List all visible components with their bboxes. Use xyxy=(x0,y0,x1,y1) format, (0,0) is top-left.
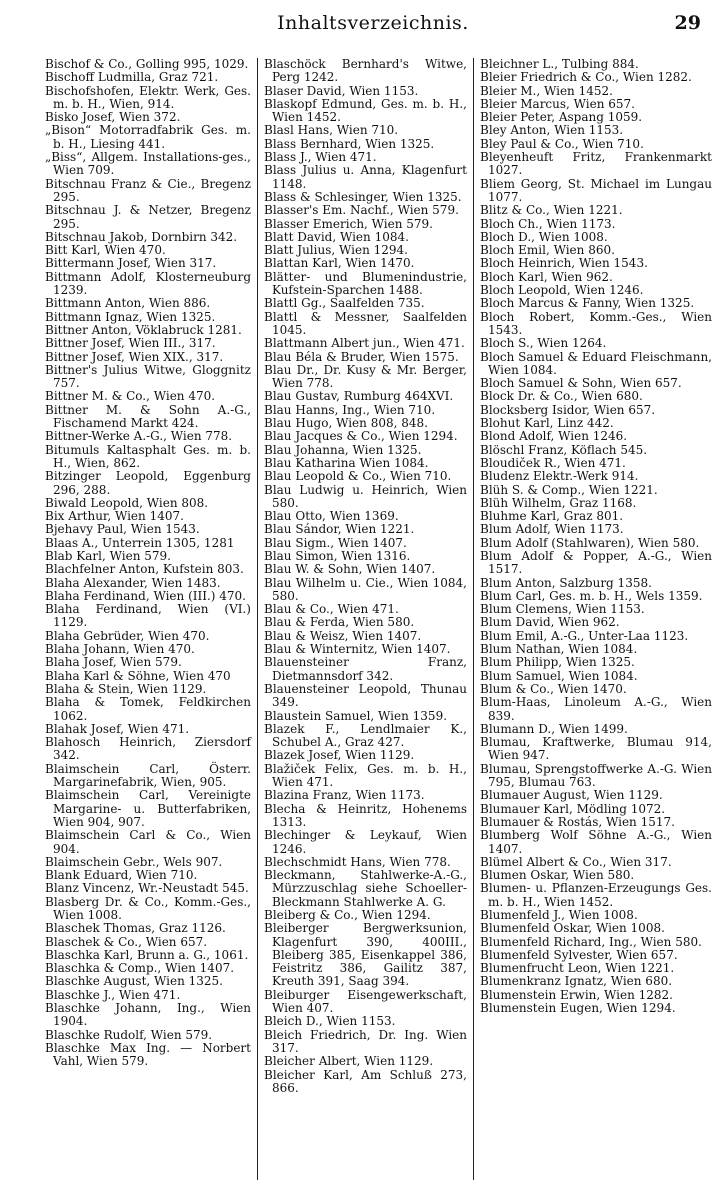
index-entry: Blau Otto, Wien 1369. xyxy=(264,509,399,524)
index-column-2 xyxy=(258,58,474,1180)
index-entry: Blau Hanns, Ing., Wien 710. xyxy=(264,402,436,417)
index-entry: Blau & Co., Wien 471. xyxy=(264,602,399,617)
index-entry: Blaha Josef, Wien 579. xyxy=(45,655,182,670)
index-entry: Blaimschein Carl, Vereinigte Margarine- u. Butterfabriken, Wien 904, 907. xyxy=(45,788,251,829)
index-entry: Blumen Oskar, Wien 580. xyxy=(480,868,635,883)
index-entry: Blass Bernhard, Wien 1325. xyxy=(264,136,435,151)
index-entry: Blum Carl, Ges. m. b. H., Wels 1359. xyxy=(480,588,703,603)
index-entry: Bitschnau J. & Netzer, Bregenz 295. xyxy=(45,203,251,231)
index-entry: Blum-Haas, Linoleum A.-G., Wien 839. xyxy=(480,695,712,723)
index-entry: Bleier M., Wien 1452. xyxy=(480,83,613,98)
index-entry: Blohut Karl, Linz 442. xyxy=(480,416,614,431)
index-entry: Blasser Emerich, Wien 579. xyxy=(264,216,433,231)
index-entry: Bleicher Albert, Wien 1129. xyxy=(264,1054,434,1069)
index-entry: Blumenstein Eugen, Wien 1294. xyxy=(480,1001,676,1016)
index-entry: Blau Leopold & Co., Wien 710. xyxy=(264,469,452,484)
index-entry: Blau Sigm., Wien 1407. xyxy=(264,535,407,550)
index-entry: Bloch Ch., Wien 1173. xyxy=(480,216,616,231)
index-entry: Bittner M. & Sohn A.-G., Fischamend Markt 424. xyxy=(45,402,251,431)
index-entry: Blumenfeld Richard, Ing., Wien 580. xyxy=(480,934,702,949)
index-entry: Bischoff Ludmilla, Graz 721. xyxy=(45,70,219,85)
index-entry: Blau Jacques & Co., Wien 1294. xyxy=(264,429,458,444)
index-entry: Blaschke August, Wien 1325. xyxy=(45,974,223,989)
index-entry: Bleier Peter, Aspang 1059. xyxy=(480,110,643,125)
index-entry: Bittner-Werke A.-G., Wien 778. xyxy=(45,429,233,444)
index-entry: Blaha Johann, Wien 470. xyxy=(45,642,195,657)
index-entry: Bittmann Ignaz, Wien 1325. xyxy=(45,309,216,324)
index-entry: Blumauer Karl, Mödling 1072. xyxy=(480,801,666,816)
index-entry: Blümel Albert & Co., Wien 317. xyxy=(480,854,672,869)
index-entry: Blaimschein Gebr., Wels 907. xyxy=(45,854,223,869)
index-entry: Bittner's Julius Witwe, Gloggnitz 757. xyxy=(45,362,251,391)
index-entry: Blöschl Franz, Köflach 545. xyxy=(480,442,648,457)
index-entry: Blau & Weisz, Wien 1407. xyxy=(264,628,422,643)
page-number: 29 xyxy=(674,12,701,34)
index-entry: Bittner Anton, Vöklabruck 1281. xyxy=(45,322,242,337)
index-entry: Blumau, Sprengstoffwerke A.-G. Wien 795, Blumau 763. xyxy=(480,761,712,790)
index-entry: Bleich D., Wien 1153. xyxy=(264,1014,396,1029)
index-entry: Bittner Josef, Wien XIX., 317. xyxy=(45,349,224,364)
index-entry: Blecha & Heinritz, Hohenems 1313. xyxy=(264,801,467,829)
index-entry: Blatt David, Wien 1084. xyxy=(264,229,409,244)
index-entry: Bleicher Karl, Am Schluß 273, 866. xyxy=(264,1067,467,1095)
index-entry: Blatt Julius, Wien 1294. xyxy=(264,243,408,258)
index-entry: Bley Anton, Wien 1153. xyxy=(480,123,624,138)
index-entry: Blum Samuel, Wien 1084. xyxy=(480,668,638,683)
index-entry: Blasberg Dr. & Co., Komm.-Ges., Wien 1008. xyxy=(45,894,251,922)
index-entry: Blass & Schlesinger, Wien 1325. xyxy=(264,189,462,204)
index-entry: Blazina Franz, Wien 1173. xyxy=(264,788,425,803)
index-entry: Bischof & Co., Golling 995, 1029. xyxy=(45,58,249,71)
index-entry: Bitt Karl, Wien 470. xyxy=(45,243,166,258)
index-entry: Blattan Karl, Wien 1470. xyxy=(264,256,415,271)
index-entry: Bittmann Anton, Wien 886. xyxy=(45,296,211,311)
index-entry: Blau Gustav, Rumburg 464XVI. xyxy=(264,389,454,404)
index-entry: Blaha Gebrüder, Wien 470. xyxy=(45,628,210,643)
index-entry: Blau Simon, Wien 1316. xyxy=(264,548,411,563)
index-entry: Blaschke Johann, Ing., Wien 1904. xyxy=(45,1001,251,1029)
index-entry: Blahak Josef, Wien 471. xyxy=(45,721,190,736)
index-entry: Bisko Josef, Wien 372. xyxy=(45,110,181,125)
index-entry: Blaas A., Unterrein 1305, 1281 xyxy=(45,535,235,550)
index-entry: Bix Arthur, Wien 1407. xyxy=(45,509,184,524)
index-entry: Blum Adolf (Stahlwaren), Wien 580. xyxy=(480,535,700,550)
index-entry: Blau Katharina Wien 1084. xyxy=(264,455,429,470)
index-entry: Blau Sándor, Wien 1221. xyxy=(264,522,415,537)
index-entry: Bleich Friedrich, Dr. Ing. Wien 317. xyxy=(264,1027,467,1055)
index-entry: Blaha Karl & Söhne, Wien 470 xyxy=(45,668,231,683)
index-entry: Blumenfrucht Leon, Wien 1221. xyxy=(480,961,675,976)
index-entry: Bittermann Josef, Wien 317. xyxy=(45,256,217,271)
index-entry: Bloch D., Wien 1008. xyxy=(480,229,608,244)
index-entry: Bleier Marcus, Wien 657. xyxy=(480,96,635,111)
index-entry: Bley Paul & Co., Wien 710. xyxy=(480,136,644,151)
index-entry: Blattmann Albert jun., Wien 471. xyxy=(264,336,465,351)
index-entry: Blanz Vincenz, Wr.-Neustadt 545. xyxy=(45,881,249,896)
index-entry: „Biss“, Allgem. Installations-ges., Wien 709. xyxy=(45,150,251,178)
index-entry: Blattl Gg., Saalfelden 735. xyxy=(264,296,425,311)
index-entry: Bitumuls Kaltasphalt Ges. m. b. H., Wien, 862. xyxy=(45,442,251,470)
index-entry: Blumen- u. Pflanzen-Erzeugungs Ges. m. b. H., Wien 1452. xyxy=(480,881,712,909)
index-entry: Blaser David, Wien 1153. xyxy=(264,83,419,98)
page-header xyxy=(45,12,701,42)
index-entry: Blaschka Karl, Brunn a. G., 1061. xyxy=(45,947,249,962)
index-entry: Blumenfeld J., Wien 1008. xyxy=(480,908,638,922)
index-entry: Blechschmidt Hans, Wien 778. xyxy=(264,854,451,869)
index-entry: Blau Johanna, Wien 1325. xyxy=(264,442,422,457)
index-entry: Blazek F., Lendlmaier K., Schubel A., Graz 427. xyxy=(264,721,467,750)
index-entry: Blocksberg Isidor, Wien 657. xyxy=(480,402,656,417)
index-entry: Bloch Marcus & Fanny, Wien 1325. xyxy=(480,296,695,311)
index-entry: Bloch Heinrich, Wien 1543. xyxy=(480,256,648,271)
index-entry: Bischofshofen, Elektr. Werk, Ges. m. b. H., Wien, 914. xyxy=(45,83,251,111)
index-column-1 xyxy=(45,58,258,1180)
index-entry: Blätter- und Blumenindustrie, Kufstein-Sparchen 1488. xyxy=(264,269,467,298)
index-entry: Blumau, Kraftwerke, Blumau 914, Wien 947. xyxy=(480,735,712,763)
index-entry: Bloch S., Wien 1264. xyxy=(480,336,607,351)
index-entry: Block Dr. & Co., Wien 680. xyxy=(480,389,643,404)
index-entry: Blitz & Co., Wien 1221. xyxy=(480,203,623,218)
index-entry: Bloch Samuel & Sohn, Wien 657. xyxy=(480,376,682,391)
index-entry: Blum Adolf & Popper, A.-G., Wien 1517. xyxy=(480,548,712,577)
index-entry: Bitschnau Jakob, Dornbirn 342. xyxy=(45,229,238,244)
index-entry: Blau & Ferda, Wien 580. xyxy=(264,615,415,630)
index-entry: Blumann D., Wien 1499. xyxy=(480,721,628,736)
index-entry: Blab Karl, Wien 579. xyxy=(45,548,171,563)
index-entry: Blum Clemens, Wien 1153. xyxy=(480,602,645,617)
index-entry: Blank Eduard, Wien 710. xyxy=(45,868,198,883)
index-entry: Bittmann Adolf, Klosterneuburg 1239. xyxy=(45,269,251,298)
index-entry: Bittner Josef, Wien III., 317. xyxy=(45,336,216,351)
index-entry: Bloudiček R., Wien 471. xyxy=(480,455,626,470)
index-entry: Blond Adolf, Wien 1246. xyxy=(480,429,628,444)
index-entry: Bluhme Karl, Graz 801. xyxy=(480,509,624,524)
index-entry: Blaschek Thomas, Graz 1126. xyxy=(45,921,226,936)
index-entry: Blaha & Tomek, Feldkirchen 1062. xyxy=(45,695,251,723)
index-entry: Blum David, Wien 962. xyxy=(480,615,620,630)
index-entry: Bloch Karl, Wien 962. xyxy=(480,269,613,284)
index-entry: Blumberg Wolf Söhne A.-G., Wien 1407. xyxy=(480,828,712,856)
index-entry: Bloch Samuel & Eduard Fleischmann, Wien 1084. xyxy=(480,349,712,377)
index-entry: Bludenz Elektr.-Werk 914. xyxy=(480,469,639,484)
index-entry: Blahosch Heinrich, Ziersdorf 342. xyxy=(45,735,251,763)
index-entry: Biwald Leopold, Wien 808. xyxy=(45,495,209,510)
index-entry: Blaha Ferdinand, Wien (VI.) 1129. xyxy=(45,602,251,630)
index-entry: Blažiček Felix, Ges. m. b. H., Wien 471. xyxy=(264,761,467,790)
index-entry: Bleckmann, Stahlwerke-A.-G., Mürzzuschlag siehe Schoeller-Bleckmann Stahlwerke A. G. xyxy=(264,868,467,909)
index-entry: Blaha Ferdinand, Wien (III.) 470. xyxy=(45,588,246,603)
index-entry: Blass Julius u. Anna, Klagenfurt 1148. xyxy=(264,163,467,191)
index-entry: Bleiberger Bergwerksunion, Klagenfurt 390, 400III., Bleiberg 385, Eisenkappel 386, Feistritz 386, Gailitz 387, Kreuth 391, Saag 394. xyxy=(264,921,467,989)
index-entry: Blasser's Em. Nachf., Wien 579. xyxy=(264,203,459,218)
index-entry: Bloch Emil, Wien 860. xyxy=(480,243,615,258)
index-entry: Bittner M. & Co., Wien 470. xyxy=(45,389,216,404)
index-entry: Blaschke Rudolf, Wien 579. xyxy=(45,1027,213,1042)
index-column-3 xyxy=(474,58,712,1180)
index-entry: Bleiberg & Co., Wien 1294. xyxy=(264,908,431,922)
index-entry: Bloch Leopold, Wien 1246. xyxy=(480,283,644,298)
index-entry: Bloch Robert, Komm.-Ges., Wien 1543. xyxy=(480,309,712,337)
index-entry: Blasl Hans, Wien 710. xyxy=(264,123,399,138)
index-entry: Blaustein Samuel, Wien 1359. xyxy=(264,708,448,723)
index-entry: Blüh Wilhelm, Graz 1168. xyxy=(480,495,637,510)
index-entry: Blaschke Max Ing. — Norbert Vahl, Wien 579. xyxy=(45,1040,251,1069)
index-entry: Blauensteiner Franz, Dietmannsdorf 342. xyxy=(264,655,467,683)
index-entry: Blumenstein Erwin, Wien 1282. xyxy=(480,987,673,1002)
index-entry: Blum Emil, A.-G., Unter-Laa 1123. xyxy=(480,628,689,643)
index-entry: Blau & Winternitz, Wien 1407. xyxy=(264,642,451,657)
index-entry: Blauensteiner Leopold, Thunau 349. xyxy=(264,681,467,710)
index-entry: Blum Philipp, Wien 1325. xyxy=(480,655,635,670)
index-entry: Blau Ludwig u. Heinrich, Wien 580. xyxy=(264,482,467,510)
index-entry: Blaha Alexander, Wien 1483. xyxy=(45,575,221,590)
index-entry: Blau Hugo, Wien 808, 848. xyxy=(264,416,428,431)
index-entry: Blau W. & Sohn, Wien 1407. xyxy=(264,562,436,577)
index-columns xyxy=(45,58,712,1180)
index-entry: Blaschka & Comp., Wien 1407. xyxy=(45,961,235,976)
index-entry: Bliem Georg, St. Michael im Lungau 1077. xyxy=(480,176,712,204)
index-entry: Blaimschein Carl & Co., Wien 904. xyxy=(45,828,251,856)
index-entry: Bleiburger Eisengewerkschaft, Wien 407. xyxy=(264,987,467,1016)
index-entry: Blau Wilhelm u. Cie., Wien 1084, 580. xyxy=(264,575,467,603)
index-entry: Bjehavy Paul, Wien 1543. xyxy=(45,522,200,537)
index-entry: Bleichner L., Tulbing 884. xyxy=(480,58,639,71)
index-entry: Blumenfeld Sylvester, Wien 657. xyxy=(480,947,678,962)
index-entry: Blaha & Stein, Wien 1129. xyxy=(45,681,207,696)
index-entry: Blaimschein Carl, Österr. Margarinefabrik, Wien, 905. xyxy=(45,761,251,790)
index-entry: Blumenkranz Ignatz, Wien 680. xyxy=(480,974,673,989)
index-entry: Blazek Josef, Wien 1129. xyxy=(264,748,415,763)
index-entry: Blum Anton, Salzburg 1358. xyxy=(480,575,652,590)
index-entry: Bitschnau Franz & Cie., Bregenz 295. xyxy=(45,176,251,204)
index-entry: Blaschek & Co., Wien 657. xyxy=(45,934,208,949)
index-entry: Blumenfeld Oskar, Wien 1008. xyxy=(480,921,665,936)
page-title: Inhaltsverzeichnis. xyxy=(277,12,469,34)
index-entry: Blachfelner Anton, Kufstein 803. xyxy=(45,562,244,577)
index-entry: Blaschke J., Wien 471. xyxy=(45,987,181,1002)
index-entry: Blüh S. & Comp., Wien 1221. xyxy=(480,482,658,497)
index-entry: Blaschöck Bernhard's Witwe, Perg 1242. xyxy=(264,58,467,85)
index-entry: Bleier Friedrich & Co., Wien 1282. xyxy=(480,70,692,85)
index-entry: Blumauer & Rostás, Wien 1517. xyxy=(480,814,675,829)
index-entry: Blau Béla & Bruder, Wien 1575. xyxy=(264,349,459,364)
index-entry: Blau Dr., Dr. Kusy & Mr. Berger, Wien 778. xyxy=(264,362,467,391)
index-entry: „Bison“ Motorradfabrik Ges. m. b. H., Liesing 441. xyxy=(45,123,251,151)
index-entry: Blattl & Messner, Saalfelden 1045. xyxy=(264,309,467,337)
index-entry: Blum & Co., Wien 1470. xyxy=(480,681,627,696)
index-entry: Blass J., Wien 471. xyxy=(264,150,377,165)
index-entry: Blechinger & Leykauf, Wien 1246. xyxy=(264,828,467,856)
index-entry: Blumauer August, Wien 1129. xyxy=(480,788,663,803)
index-entry: Blaskopf Edmund, Ges. m. b. H., Wien 1452. xyxy=(264,96,467,125)
index-entry: Bitzinger Leopold, Eggenburg 296, 288. xyxy=(45,469,251,497)
index-entry: Blum Nathan, Wien 1084. xyxy=(480,642,638,657)
index-entry: Blum Adolf, Wien 1173. xyxy=(480,522,624,537)
index-entry: Bleyenheuft Fritz, Frankenmarkt 1027. xyxy=(480,150,712,178)
